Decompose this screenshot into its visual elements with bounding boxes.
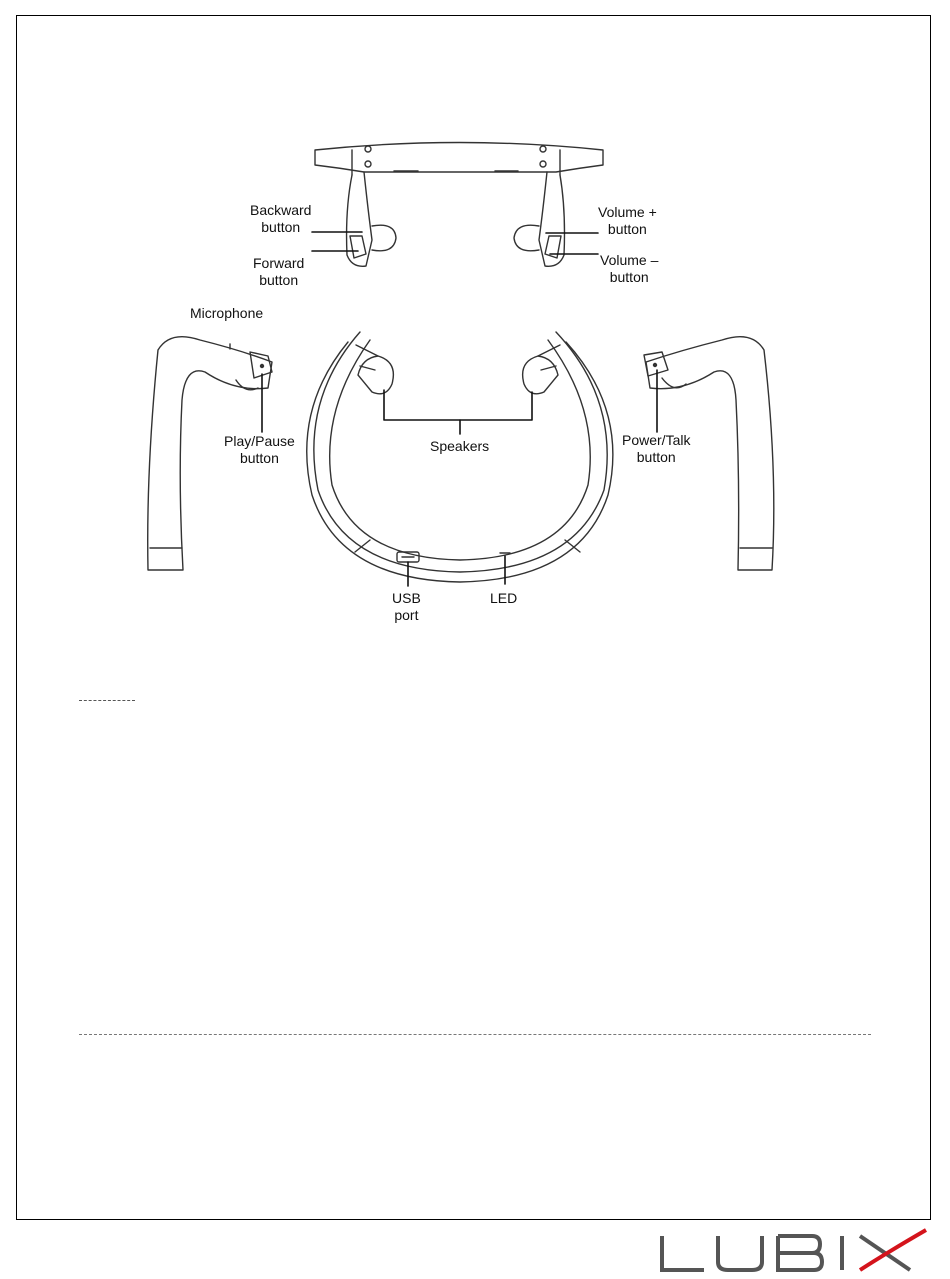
lubix-logo: [658, 1228, 928, 1276]
volume-down-button-label: Volume – button: [600, 252, 659, 285]
leader-lines-bottom: [262, 370, 657, 586]
speakers-label: Speakers: [430, 438, 490, 454]
play-pause-button-label: Play/Pause button: [224, 433, 295, 466]
forward-button-label: Forward button: [253, 255, 305, 288]
power-talk-button-label: Power/Talk button: [622, 432, 691, 465]
long-divider: [79, 1034, 871, 1035]
backward-button-label: Backward button: [250, 202, 312, 235]
usb-port-label: USB port: [392, 590, 421, 623]
volume-up-button-label: Volume + button: [598, 204, 657, 237]
led-label: LED: [490, 590, 518, 606]
top-view-headset: [315, 143, 603, 267]
short-divider: [79, 700, 135, 701]
neckband-view: [307, 332, 613, 582]
microphone-label: Microphone: [190, 305, 264, 321]
